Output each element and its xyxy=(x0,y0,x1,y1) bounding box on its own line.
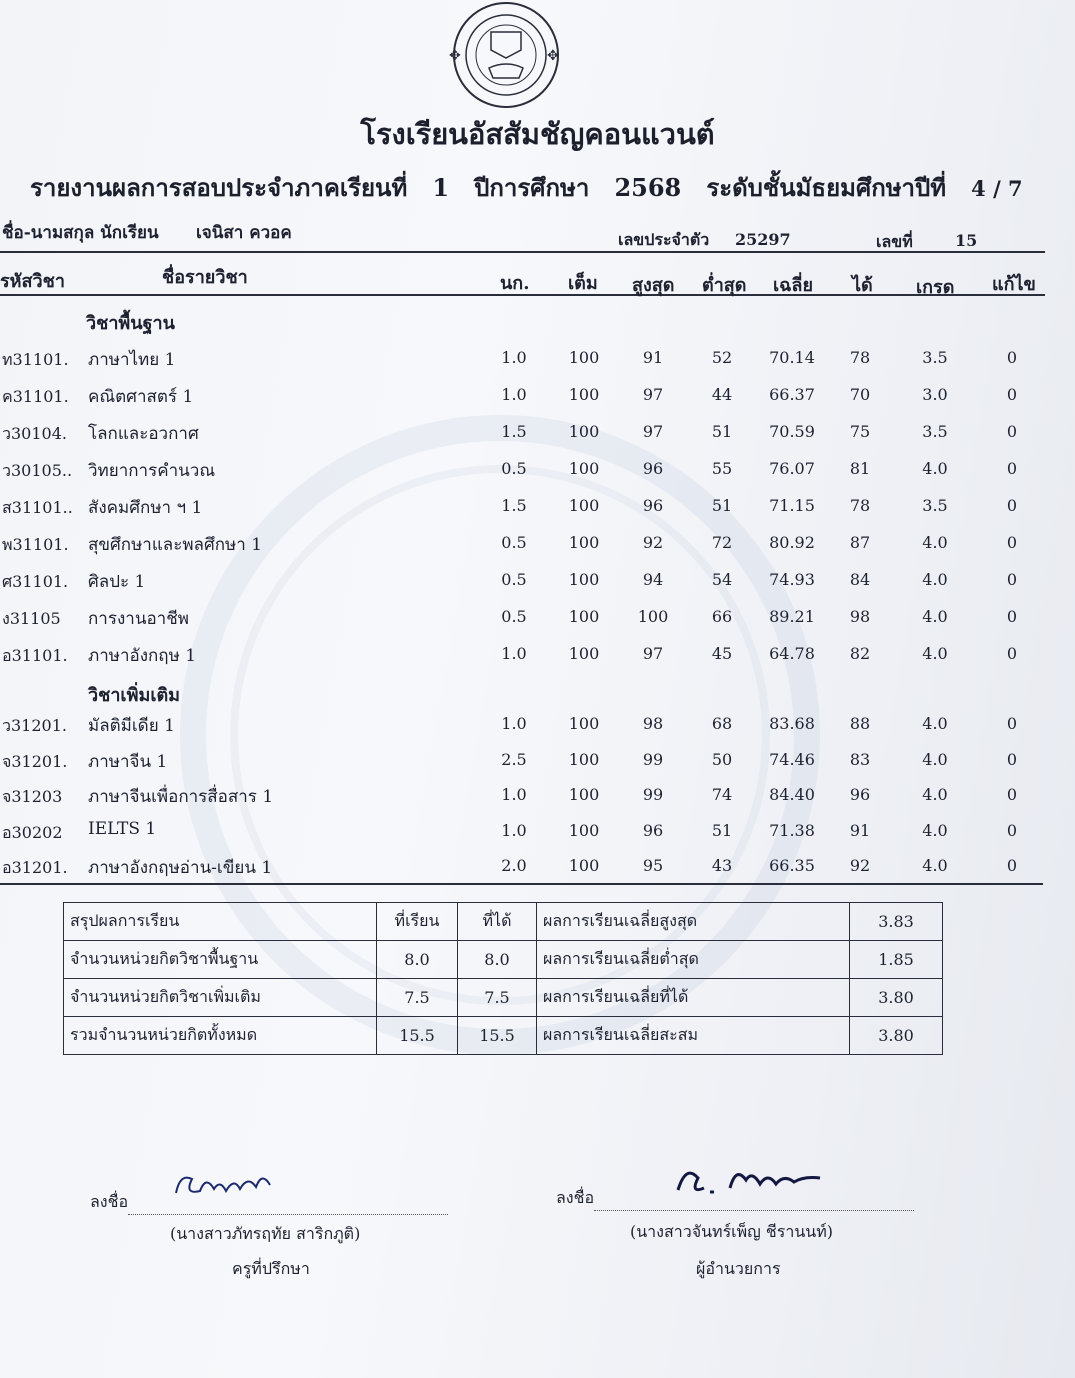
col-subject: ชื่อรายวิชา xyxy=(162,267,248,288)
subject-code: จ31201. xyxy=(2,751,68,771)
table-cell: 0 xyxy=(1006,422,1018,441)
subject-name: ภาษาอังกฤษอ่าน-เขียน 1 xyxy=(88,858,273,878)
col-min: ต่ำสุด xyxy=(702,275,747,296)
table-cell: 1.5 xyxy=(501,496,527,515)
header-top-rule xyxy=(0,251,1045,253)
table-cell: 70.14 xyxy=(769,348,815,367)
table-cell: 0 xyxy=(1006,533,1018,552)
report-level: 4 / 7 xyxy=(971,176,1023,201)
subject-code: ศ31101. xyxy=(2,572,69,591)
summary-cell: 7.5 xyxy=(458,979,537,1017)
table-cell: 89.21 xyxy=(769,607,815,626)
table-cell: 100 xyxy=(568,749,600,769)
table-cell: 1.0 xyxy=(501,714,527,733)
table-cell: 51 xyxy=(711,496,733,515)
summary-cell: ผลการเรียนเฉลี่ยต่ำสุด xyxy=(537,941,850,979)
right-sign-label: ลงชื่อ xyxy=(556,1188,595,1207)
table-cell: 51 xyxy=(711,422,733,441)
summary-cell: 3.80 xyxy=(850,1017,943,1055)
col-code: รหัสวิชา xyxy=(0,271,65,292)
table-cell: 0 xyxy=(1006,820,1018,840)
table-cell: 0 xyxy=(1006,749,1018,769)
summary-cell: 8.0 xyxy=(458,941,537,979)
subject-code: พ31101. xyxy=(2,535,69,554)
subject-name: ภาษาจีน 1 xyxy=(88,751,168,772)
table-cell: 83.68 xyxy=(769,714,815,733)
subject-code: ง31105 xyxy=(2,609,61,628)
table-cell: 72 xyxy=(711,533,733,552)
table-cell: 4.0 xyxy=(922,607,948,626)
summary-table xyxy=(63,902,943,1055)
table-cell: 4.0 xyxy=(922,714,948,733)
section-title-basic: วิชาพื้นฐาน xyxy=(86,313,175,334)
report-year-label: ปีการศึกษา xyxy=(474,173,590,202)
col-fix: แก้ไข xyxy=(992,274,1036,295)
student-name: เจนิสา ควอค xyxy=(196,223,292,243)
student-no-label: เลขที่ xyxy=(876,232,913,251)
subject-name: IELTS 1 xyxy=(88,818,157,839)
table-cell: 4.0 xyxy=(922,570,948,589)
table-cell: 4.0 xyxy=(922,856,948,875)
table-cell: 94 xyxy=(642,570,664,589)
table-cell: 96 xyxy=(849,785,871,804)
subject-code: ส31101.. xyxy=(2,498,73,517)
table-cell: 66.35 xyxy=(769,856,815,875)
subject-code: จ31203 xyxy=(2,787,63,806)
school-seal-logo xyxy=(447,0,565,112)
table-cell: 1.0 xyxy=(501,785,527,804)
school-name: โรงเรียนอัสสัมชัญคอนแวนต์ xyxy=(360,117,715,151)
table-cell: 82 xyxy=(849,644,871,663)
col-full: เต็ม xyxy=(568,273,598,294)
table-cell: 4.0 xyxy=(922,459,948,478)
summary-cell: ผลการเรียนเฉลี่ยที่ได้ xyxy=(537,979,850,1017)
col-credit: นก. xyxy=(500,273,530,294)
table-cell: 1.0 xyxy=(501,385,527,404)
right-handwritten-signature xyxy=(670,1158,840,1200)
table-cell: 0 xyxy=(1006,714,1018,733)
summary-cell: ผลการเรียนเฉลี่ยสะสม xyxy=(537,1017,850,1055)
table-cell: 1.5 xyxy=(501,422,527,441)
table-cell: 4.0 xyxy=(922,820,948,840)
table-cell: 4.0 xyxy=(922,533,948,552)
table-cell: 84 xyxy=(849,570,871,589)
table-cell: 100 xyxy=(568,385,600,404)
table-cell: 0 xyxy=(1006,496,1018,515)
table-cell: 100 xyxy=(637,607,669,626)
table-cell: 1.0 xyxy=(501,348,527,367)
table-cell: 74 xyxy=(711,785,733,804)
report-title xyxy=(30,168,1023,207)
table-cell: 84.40 xyxy=(769,785,815,804)
col-avg: เฉลี่ย xyxy=(773,275,813,296)
table-cell: 0.5 xyxy=(501,570,527,589)
table-cell: 100 xyxy=(568,570,600,589)
left-sign-role: ครูที่ปรึกษา xyxy=(232,1259,310,1278)
table-cell: 0 xyxy=(1006,607,1018,626)
summary-row xyxy=(64,1017,943,1055)
table-cell: 100 xyxy=(568,348,600,367)
student-name-label: ชื่อ-นามสกุล นักเรียน xyxy=(2,223,159,243)
student-no: 15 xyxy=(955,231,978,250)
subject-code: อ31101. xyxy=(2,646,68,665)
table-bottom-rule xyxy=(0,883,1043,885)
table-cell: 70.59 xyxy=(769,422,815,441)
student-id: 25297 xyxy=(735,230,791,249)
subject-code: อ30202 xyxy=(2,822,63,842)
summary-header-row xyxy=(64,903,943,941)
table-cell: 4.0 xyxy=(922,749,948,769)
table-cell: 88 xyxy=(849,714,871,733)
table-cell: 50 xyxy=(711,749,733,769)
col-grade: เกรด xyxy=(916,277,955,298)
table-cell: 0 xyxy=(1006,856,1018,875)
summary-cell: 3.80 xyxy=(850,979,943,1017)
table-cell: 87 xyxy=(849,533,871,552)
table-cell: 100 xyxy=(568,607,600,626)
subject-name: คณิตศาสตร์ 1 xyxy=(88,387,194,407)
table-cell: 80.92 xyxy=(769,533,815,552)
student-id-label: เลขประจำตัว xyxy=(618,230,710,249)
subject-name: โลกและอวกาศ xyxy=(88,424,199,444)
right-sign-role: ผู้อำนวยการ xyxy=(696,1259,781,1278)
table-cell: 92 xyxy=(849,856,871,875)
subject-name: มัลติมีเดีย 1 xyxy=(88,716,175,736)
summary-cell: 15.5 xyxy=(458,1017,537,1055)
table-cell: 74.93 xyxy=(769,570,815,589)
table-cell: 1.0 xyxy=(501,644,527,663)
table-cell: 44 xyxy=(711,385,733,404)
table-cell: 75 xyxy=(849,422,871,441)
table-cell: 71.15 xyxy=(769,496,815,515)
table-cell: 2.0 xyxy=(501,856,527,875)
table-cell: 4.0 xyxy=(922,644,948,663)
table-cell: 81 xyxy=(849,459,871,478)
table-cell: 68 xyxy=(711,714,733,733)
table-cell: 64.78 xyxy=(769,644,815,663)
summary-cell: 7.5 xyxy=(377,979,458,1017)
table-cell: 0 xyxy=(1006,785,1018,804)
subject-name: ภาษาจีนเพื่อการสื่อสาร 1 xyxy=(88,787,274,807)
table-cell: 0 xyxy=(1006,385,1018,404)
table-cell: 100 xyxy=(568,856,600,875)
table-cell: 76.07 xyxy=(769,459,815,478)
table-cell: 70 xyxy=(849,385,871,404)
summary-cell: 1.85 xyxy=(850,941,943,979)
table-cell: 96 xyxy=(642,496,664,515)
report-year: 2568 xyxy=(614,173,682,202)
subject-name: ศิลปะ 1 xyxy=(88,572,146,592)
table-cell: 43 xyxy=(711,856,733,875)
summary-cell: ผลการเรียนเฉลี่ยสูงสุด xyxy=(537,903,850,941)
table-cell: 100 xyxy=(568,533,600,552)
subject-name: สุขศึกษาและพลศึกษา 1 xyxy=(88,535,263,555)
report-semester: 1 xyxy=(432,173,450,202)
left-sign-label: ลงชื่อ xyxy=(90,1192,129,1211)
summary-cell: รวมจำนวนหน่วยกิตทั้งหมด xyxy=(64,1017,377,1055)
table-cell: 55 xyxy=(711,459,733,478)
table-cell: 3.0 xyxy=(922,385,948,404)
table-cell: 66 xyxy=(711,607,733,626)
table-cell: 100 xyxy=(568,496,600,515)
summary-cell: จำนวนหน่วยกิตวิชาเพิ่มเติม xyxy=(64,979,377,1017)
summary-row xyxy=(64,979,943,1017)
svg-text:✥: ✥ xyxy=(547,48,559,64)
summary-cell: 8.0 xyxy=(377,941,458,979)
summary-row xyxy=(64,941,943,979)
report-prefix: รายงานผลการสอบประจำภาคเรียนที่ xyxy=(30,173,408,202)
table-cell: 3.5 xyxy=(922,422,948,441)
col-max: สูงสุด xyxy=(632,275,675,296)
table-cell: 51 xyxy=(711,820,733,840)
left-sign-name: (นางสาวภัทรฤทัย สาริกภูติ) xyxy=(170,1224,361,1243)
summary-cell: ที่เรียน xyxy=(377,903,458,941)
table-cell: 66.37 xyxy=(769,385,815,404)
table-cell: 78 xyxy=(849,496,871,515)
subject-name: การงานอาชีพ xyxy=(88,609,189,629)
table-cell: 4.0 xyxy=(922,785,948,804)
table-cell: 98 xyxy=(642,714,664,733)
table-cell: 100 xyxy=(568,714,600,733)
subject-code: ท31101. xyxy=(2,350,69,369)
subject-code: ค31101. xyxy=(2,387,69,406)
table-cell: 2.5 xyxy=(501,749,527,769)
table-cell: 97 xyxy=(642,385,664,404)
subject-name: ภาษาไทย 1 xyxy=(88,350,176,370)
summary-cell: จำนวนหน่วยกิตวิชาพื้นฐาน xyxy=(64,941,377,979)
table-cell: 1.0 xyxy=(501,820,527,840)
section-title-additional: วิชาเพิ่มเติม xyxy=(88,685,181,706)
left-handwritten-signature xyxy=(170,1165,280,1205)
svg-text:✥: ✥ xyxy=(449,48,461,64)
table-cell: 0 xyxy=(1006,459,1018,478)
table-cell: 99 xyxy=(642,749,664,769)
table-cell: 0 xyxy=(1006,644,1018,663)
table-cell: 3.5 xyxy=(922,496,948,515)
table-cell: 0 xyxy=(1006,348,1018,367)
table-cell: 100 xyxy=(568,459,600,478)
table-cell: 0 xyxy=(1006,570,1018,589)
subject-code: อ31201. xyxy=(2,858,68,877)
table-cell: 97 xyxy=(642,644,664,663)
table-cell: 0.5 xyxy=(501,459,527,478)
report-level-label: ระดับชั้นมัธยมศึกษาปีที่ xyxy=(706,173,947,202)
table-cell: 0.5 xyxy=(501,533,527,552)
table-cell: 52 xyxy=(711,348,733,367)
table-cell: 54 xyxy=(711,570,733,589)
table-cell: 74.46 xyxy=(769,749,815,769)
col-score: ได้ xyxy=(852,275,873,296)
summary-cell: สรุปผลการเรียน xyxy=(64,903,377,941)
summary-cell: 3.83 xyxy=(850,903,943,941)
subject-code: ว30105.. xyxy=(2,461,73,480)
table-cell: 97 xyxy=(642,422,664,441)
table-cell: 91 xyxy=(642,348,664,367)
table-cell: 98 xyxy=(849,607,871,626)
table-cell: 96 xyxy=(642,820,664,840)
table-cell: 100 xyxy=(568,422,600,441)
table-cell: 3.5 xyxy=(922,348,948,367)
table-cell: 83 xyxy=(849,749,871,769)
subject-code: ว30104. xyxy=(2,424,67,443)
table-cell: 0.5 xyxy=(501,607,527,626)
table-cell: 100 xyxy=(568,644,600,663)
table-cell: 96 xyxy=(642,459,664,478)
table-cell: 99 xyxy=(642,785,664,804)
table-cell: 91 xyxy=(849,820,871,840)
table-cell: 45 xyxy=(711,644,733,663)
table-cell: 92 xyxy=(642,533,664,552)
table-cell: 100 xyxy=(568,820,600,840)
table-cell: 71.38 xyxy=(769,820,815,840)
right-sign-name: (นางสาวจันทร์เพ็ญ ชีรานนท์) xyxy=(630,1222,833,1241)
subject-name: วิทยาการคำนวณ xyxy=(88,461,216,481)
subject-name: สังคมศึกษา ฯ 1 xyxy=(88,498,203,518)
subject-name: ภาษาอังกฤษ 1 xyxy=(88,646,197,666)
summary-cell: 15.5 xyxy=(377,1017,458,1055)
table-cell: 100 xyxy=(568,785,600,804)
summary-cell: ที่ได้ xyxy=(458,903,537,941)
subject-code: ว31201. xyxy=(2,716,67,735)
table-cell: 78 xyxy=(849,348,871,367)
table-cell: 95 xyxy=(642,856,664,875)
